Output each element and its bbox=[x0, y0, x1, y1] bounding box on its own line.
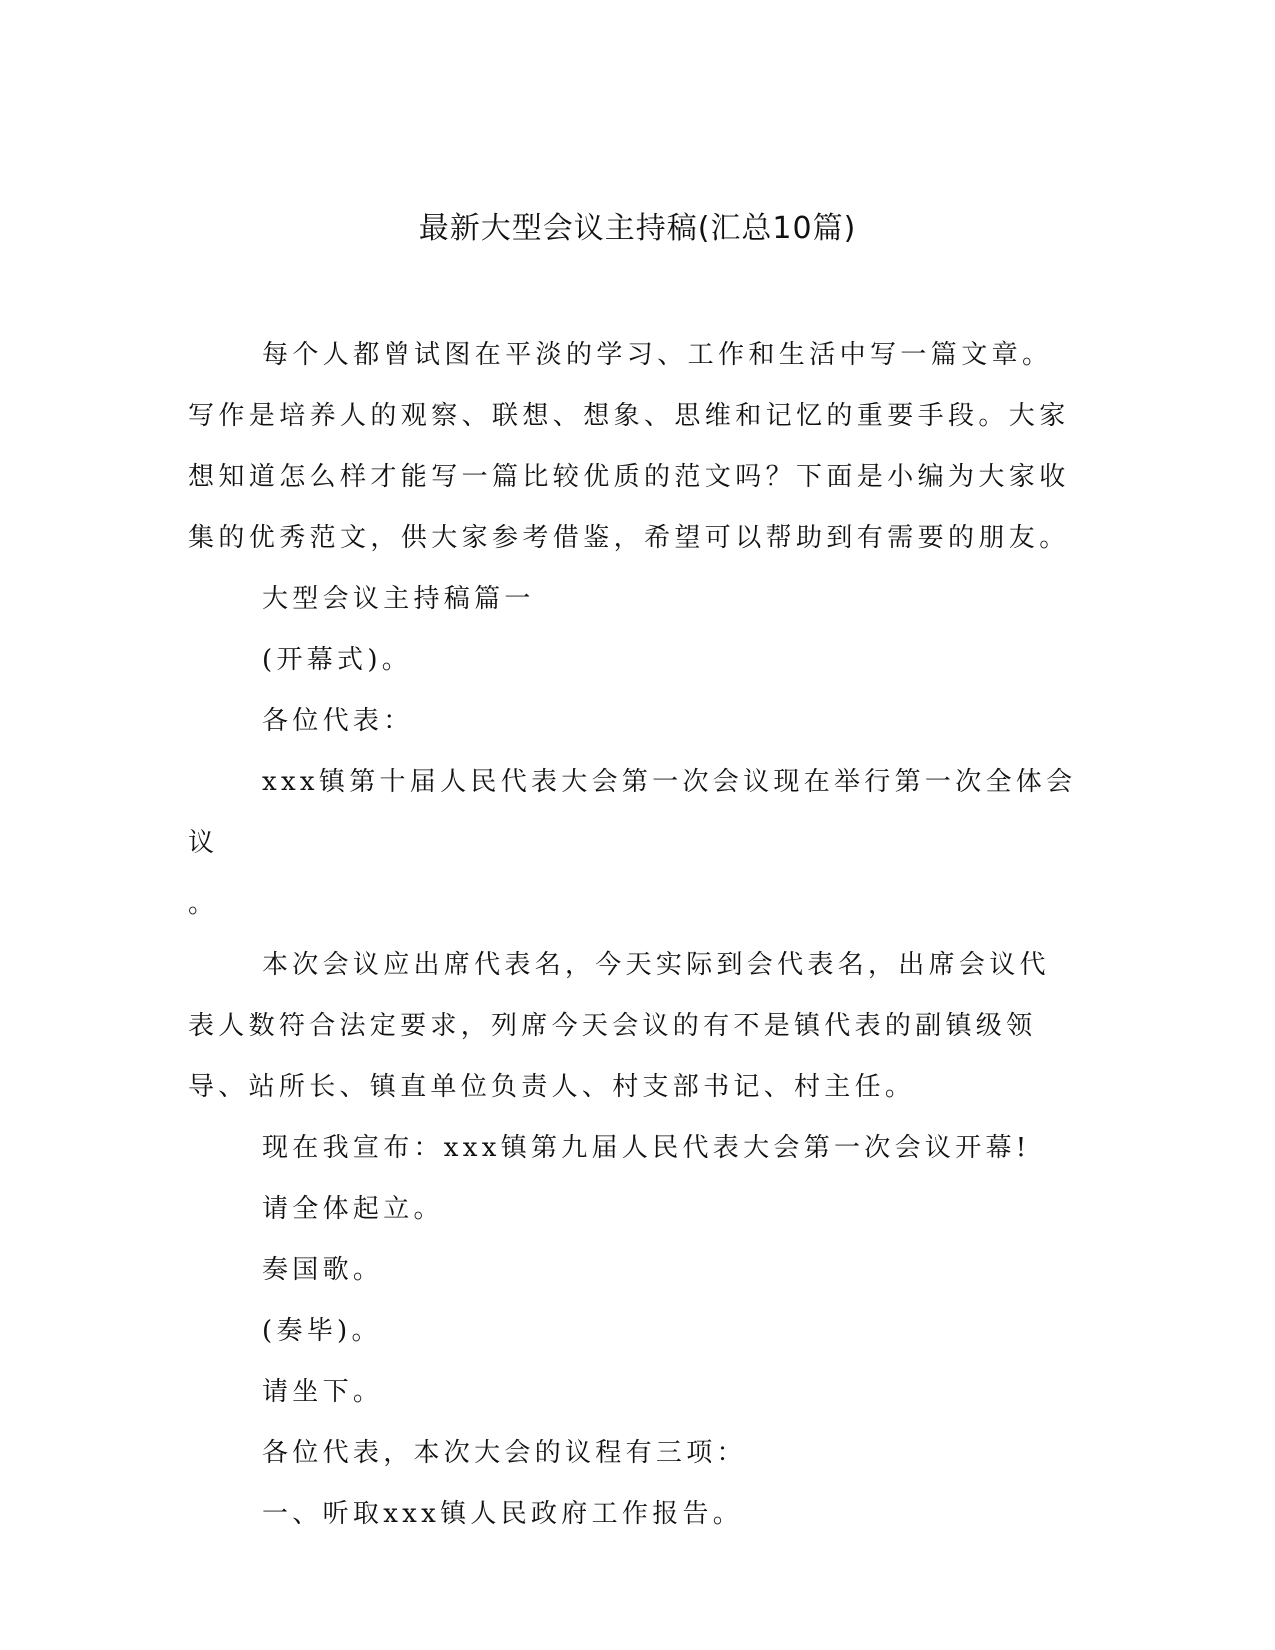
document-body bbox=[188, 325, 1078, 1545]
intro-paragraph: 每个人都曾试图在平淡的学习、工作和生活中写一篇文章。写作是培养人的观察、联想、想象、思维和记忆的重要手段。大家想知道怎么样才能写一篇比较优质的范文吗？下面是小编为大家收集的优秀范文，供大家参考借鉴，希望可以帮助到有需要的朋友。 bbox=[188, 340, 1070, 553]
paragraph: 各位代表，本次大会的议程有三项： bbox=[262, 1438, 747, 1468]
paragraph: 请坐下。 bbox=[262, 1377, 384, 1407]
paragraph: 各位代表： bbox=[262, 706, 414, 736]
paragraph: 奏国歌。 bbox=[262, 1255, 384, 1285]
paragraph: (开幕式)。 bbox=[262, 645, 413, 675]
paragraph: 一、听取xxx镇人民政府工作报告。 bbox=[262, 1499, 744, 1529]
paragraph: 。 bbox=[188, 889, 219, 919]
paragraph: 本次会议应出席代表名，今天实际到会代表名，出席会议代表人数符合法定要求，列席今天会议的有不是镇代表的副镇级领导、站所长、镇直单位负责人、村支部书记、村主任。 bbox=[188, 950, 1050, 1102]
paragraph: (奏毕)。 bbox=[262, 1316, 382, 1346]
paragraph: 现在我宣布：xxx镇第九届人民代表大会第一次会议开幕! bbox=[262, 1133, 1031, 1163]
section-heading: 大型会议主持稿篇一 bbox=[262, 584, 535, 614]
paragraph: xxx镇第十届人民代表大会第一次会议现在举行第一次全体会议 bbox=[188, 767, 1077, 858]
paragraph: 请全体起立。 bbox=[262, 1194, 444, 1224]
document-title: 最新大型会议主持稿(汇总10篇) bbox=[418, 211, 857, 246]
